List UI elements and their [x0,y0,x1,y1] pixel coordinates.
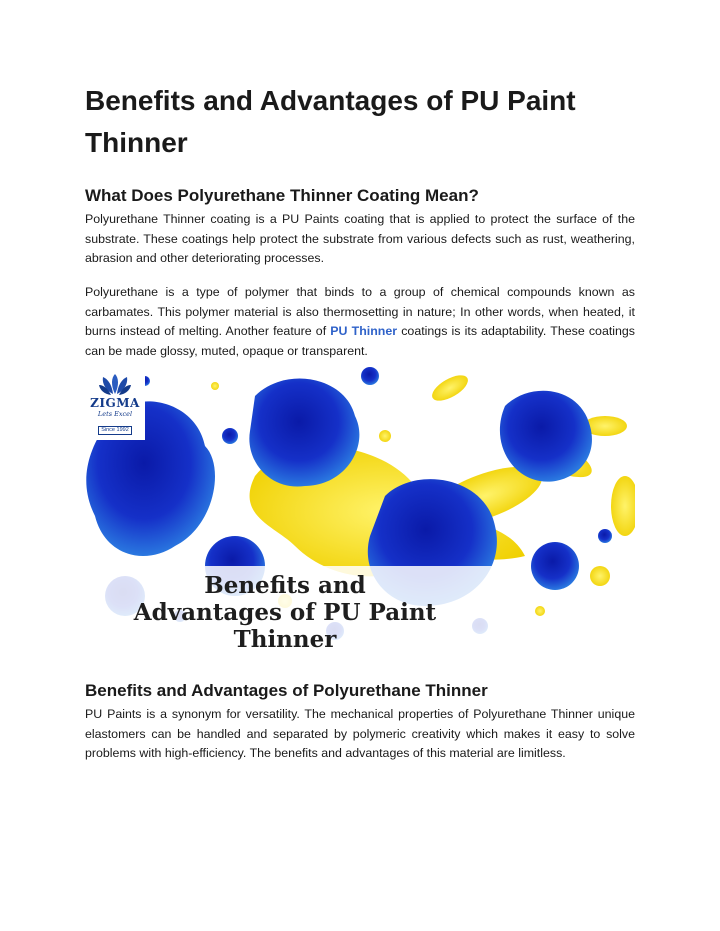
paragraph-polyurethane-description [85,283,635,361]
paragraph-text: Polyurethane is a type of polymer that binds to a group of chemical compounds known as carbamates. This polymer material is also thermosetting in nature; In other words, when heated, it burns instead of melting. Another feature of [85,285,635,338]
section-heading-benefits: Benefits and Advantages of Polyurethane Thinner [85,681,488,700]
logo-since-badge: Since 1992 [98,426,132,435]
hero-caption [105,572,465,653]
zigma-leaf-icon [99,372,131,396]
paragraph-benefits: PU Paints is a synonym for versatility. The mechanical properties of Polyurethane Thinner unique elastomers can be handled and separated by polymeric creativity which makes it easy to solve problems with high-efficiency. The benefits and advantages of this material are limitless. [85,707,635,760]
logo-tagline: Lets Excel [97,410,133,418]
hero-image [85,366,635,662]
hero-caption-line: Thinner [233,626,337,653]
paragraph-text: coatings is its adaptability. These coatings can be made glossy, muted, opaque or transparent. [85,324,636,358]
hero-caption-line: Advantages of PU Paint [133,599,437,626]
logo-name: ZIGMA [90,396,140,410]
section-heading-coating-meaning: What Does Polyurethane Thinner Coating Mean? [85,186,479,205]
zigma-logo [85,366,145,440]
pu-thinner-link[interactable]: PU Thinner [330,324,398,338]
hero-caption-line: Benefits and [204,572,366,599]
paragraph-coating-definition: Polyurethane Thinner coating is a PU Paints coating that is applied to protect the surface of the substrate. These coatings help protect the substrate from various defects such as rust, weathering, abrasion and other deteriorating processes. [85,212,635,265]
page-title: Benefits and Advantages of PU Paint Thinner [85,85,576,158]
